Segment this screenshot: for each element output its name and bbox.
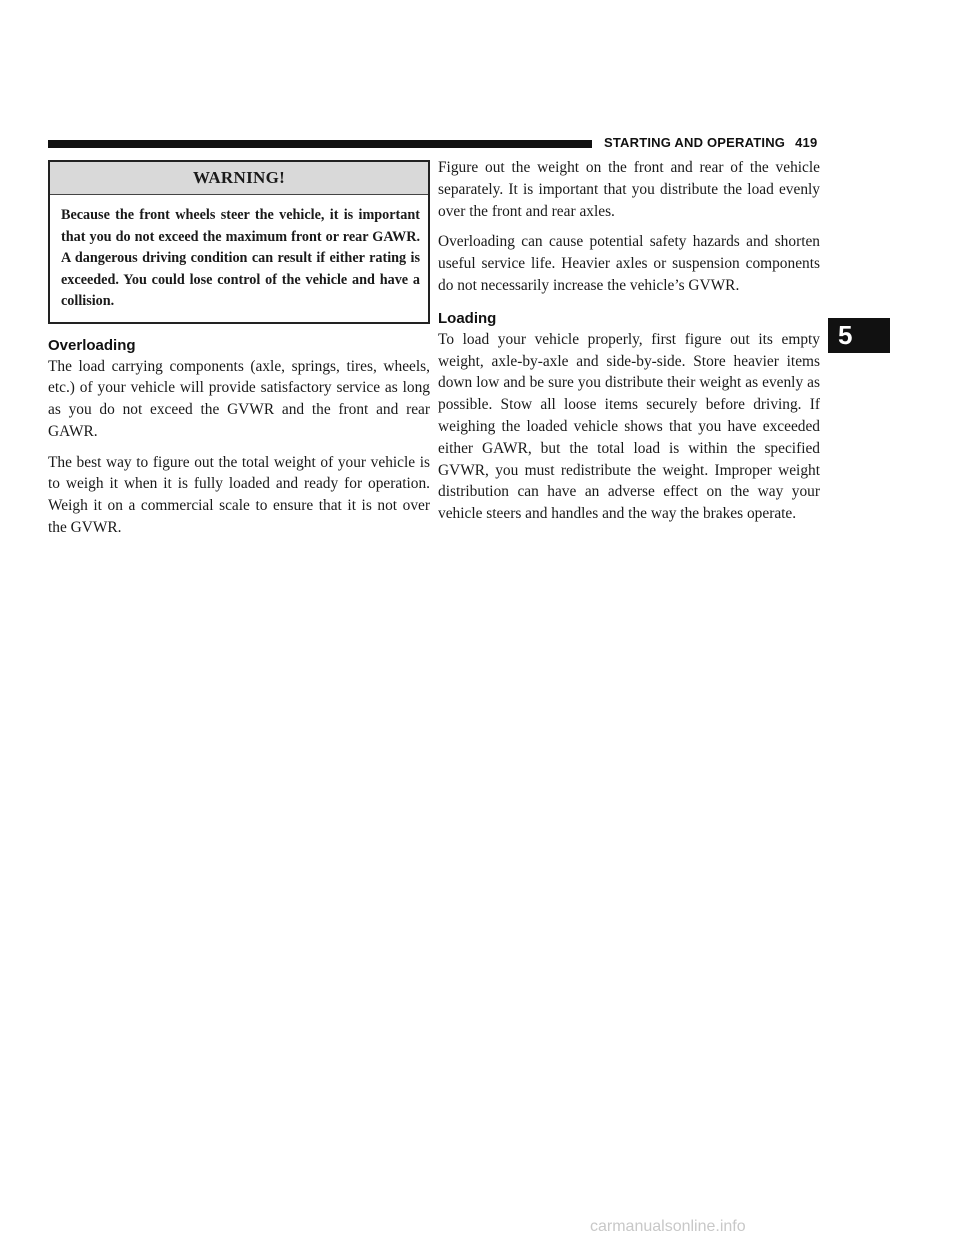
paragraph: The load carrying components (axle, springs, tires, wheels, etc.) of your vehicle will provide satisfactory service as long as you do not exceed the GVWR and the front and rear GAWR. bbox=[48, 357, 430, 440]
warning-title: WARNING! bbox=[50, 162, 428, 195]
left-column bbox=[48, 160, 430, 548]
section-title: STARTING AND OPERATING bbox=[604, 135, 786, 150]
overloading-heading: Overloading bbox=[48, 336, 136, 354]
warning-box bbox=[48, 160, 430, 324]
paragraph: Figure out the weight on the front and rear of the vehicle separately. It is important that you distribute the load evenly over the front and rear axles. bbox=[438, 159, 820, 220]
paragraph: To load your vehicle properly, first figure out its empty weight, axle-by-axle and side-by-side. Store heavier items down low and be sure you distribute their weight as evenly as possible. Stow all loose items securely before driving. If weighing the loaded vehicle shows that you have exceeded either GAWR, but the total load is within the specified GVWR, you must redistribute the weight. Improper weight distribution can have an adverse effect on the way your vehicle steers and handles and the way the brakes operate. bbox=[438, 330, 820, 523]
right-column bbox=[438, 160, 820, 534]
chapter-tab: 5 bbox=[828, 318, 890, 353]
page-header bbox=[604, 135, 824, 150]
page-number: 419 bbox=[795, 135, 818, 150]
paragraph: The best way to figure out the total weight of your vehicle is to weigh it when it is fully loaded and ready for operation. Weigh it on a commercial scale to ensure that it is not over the GVWR. bbox=[48, 453, 430, 537]
loading-heading: Loading bbox=[438, 309, 497, 327]
header-rule bbox=[48, 140, 592, 148]
paragraph: Overloading can cause potential safety hazards and shorten useful service life. Heavier axles or suspension components do not necessarily increase the vehicle’s GVWR. bbox=[438, 233, 820, 294]
warning-body: Because the front wheels steer the vehicle, it is important that you do not exceed the maximum front or rear GAWR. A dangerous driving condition can result if either rating is exceeded. You could lose control of the vehicle and have a collision. bbox=[61, 207, 420, 309]
watermark: carmanualsonline.info bbox=[590, 1218, 746, 1235]
